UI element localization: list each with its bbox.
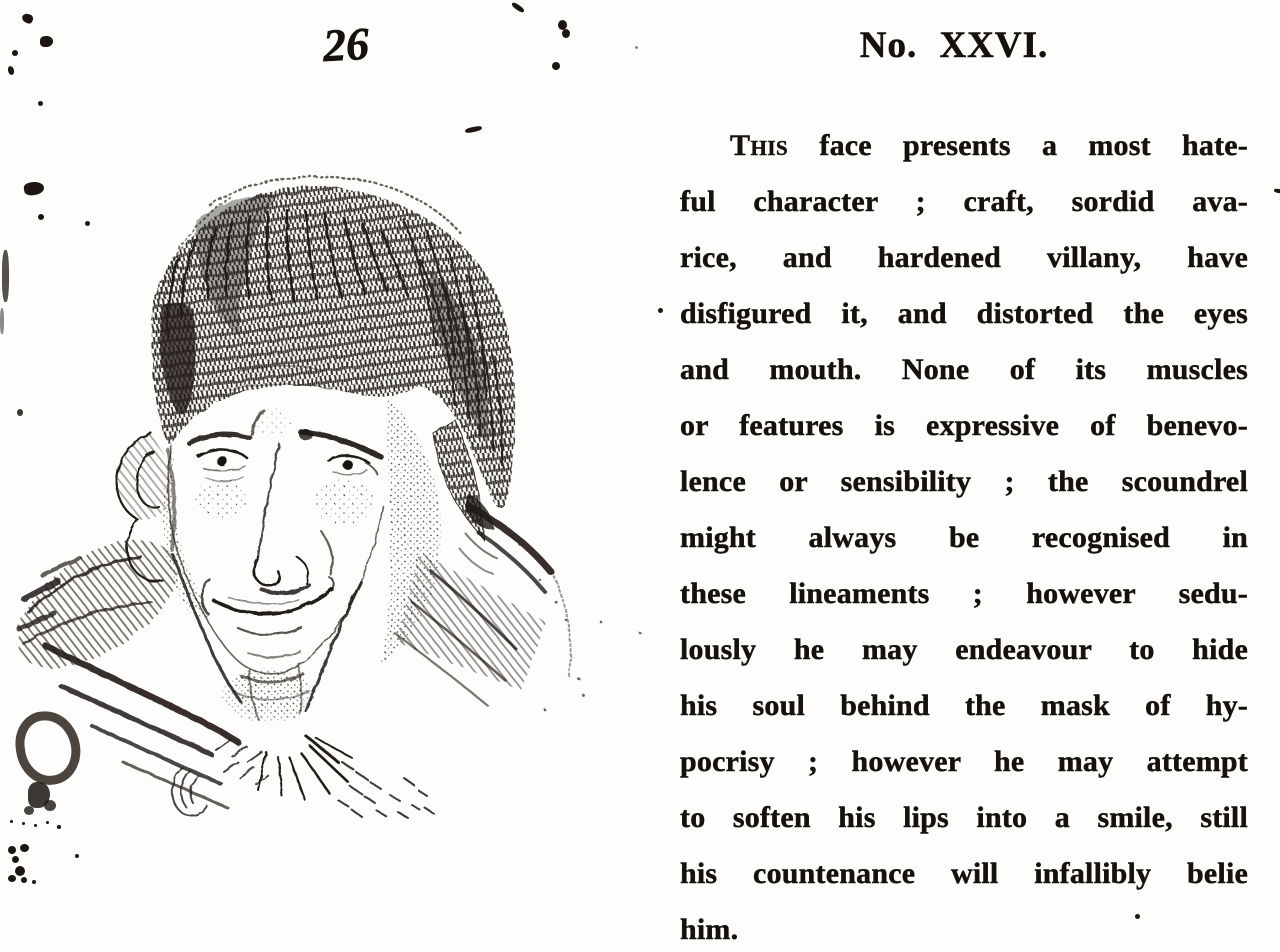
ink-speck [8,875,16,882]
plate-heading: No. XXVI. [859,25,1049,66]
text-line [680,118,1248,174]
text-line: lously he may endeavour to hide [680,633,1248,666]
ink-speck [32,880,36,884]
text-line: might always be recognised in [680,521,1248,554]
ink-speck [38,101,43,106]
ink-speck [658,308,663,313]
ink-speck [1274,188,1280,194]
text-line: to soften his lips into a smile, still [680,801,1248,834]
ink-speck [24,806,34,815]
text-line: and mouth. None of its muscles [680,353,1248,386]
paragraph [680,118,1248,952]
text-line: disfigured it, and distorted the eyes [680,297,1248,330]
lead-word: This [730,129,789,162]
page-number: 26 [321,17,371,72]
ink-speck [44,800,56,811]
ink-speck [85,221,90,226]
text-line: pocrisy ; however he may attempt [680,745,1248,778]
ink-speck [635,46,638,49]
text-line: ful character ; craft, sordid ava- [680,185,1248,218]
text-line: his countenance will infallibly belie [680,857,1248,890]
ink-speck [15,866,25,876]
ink-speck [21,12,34,24]
ink-speck [2,250,9,302]
text-line: rice, and hardened villany, have [680,241,1248,274]
ink-speck [562,29,570,38]
ink-speck [10,820,13,823]
ink-speck [8,846,16,854]
ink-speck [20,844,29,852]
ink-speck [34,824,37,827]
ink-speck [21,877,27,883]
text-line: him. [680,913,739,946]
ink-speck [511,1,525,13]
text-line: or features is expressive of benevo- [680,409,1248,442]
ink-speck [12,50,18,56]
ink-speck [12,856,19,863]
ink-speck [552,62,560,70]
portrait-eyes [198,449,378,481]
text-line: lence or sensibility ; the scoundrel [680,465,1248,498]
ink-speck [40,36,53,47]
text-line: his soul behind the mask of hy- [680,689,1248,722]
ink-speck [465,125,483,133]
ink-speck [46,821,49,824]
ink-speck [57,825,61,829]
ink-speck [17,409,23,416]
ink-speck [22,822,25,825]
ink-speck [1135,914,1140,919]
text-line-rest: face presents a most hate- [819,129,1248,162]
ink-speck [0,308,4,334]
portrait-engraving [0,150,660,950]
ink-speck [7,65,15,75]
portrait-cloak-burst [172,735,433,818]
ink-speck [75,854,79,858]
ink-speck [38,214,44,220]
portrait-nose [254,444,309,593]
text-line: these lineaments ; however sedu- [680,577,1248,610]
